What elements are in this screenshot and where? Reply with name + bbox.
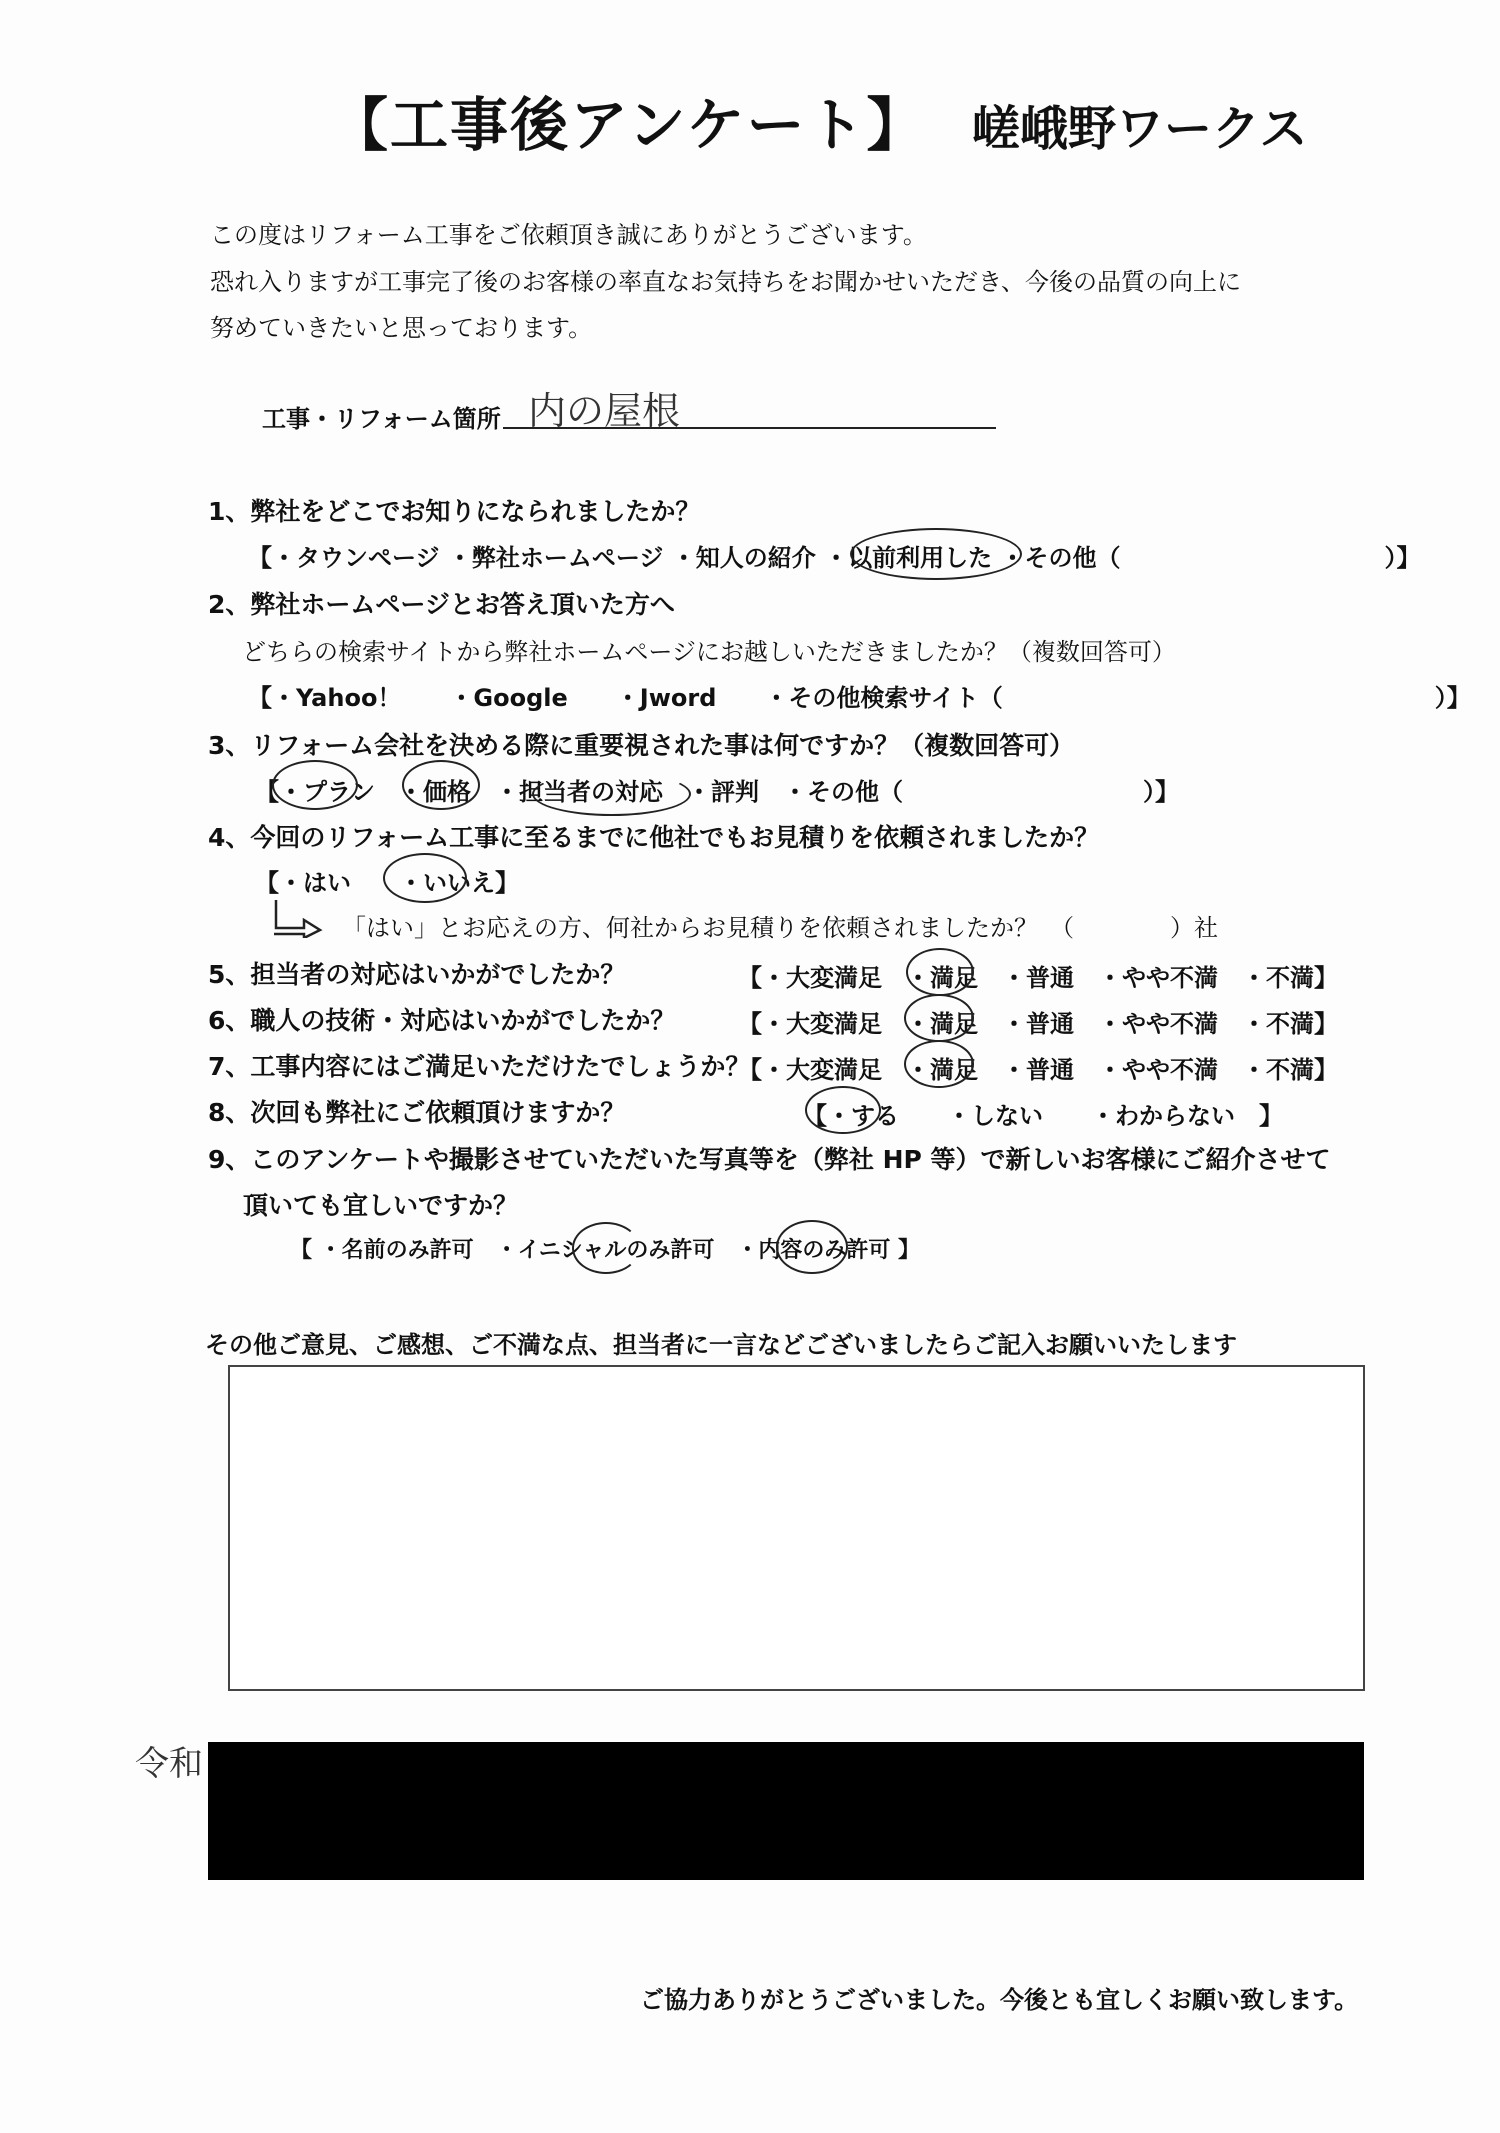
question-6-options[interactable]: 【・大変満足 ・満足 ・普通 ・やや不満 ・不満】 xyxy=(738,1010,1338,1038)
q5-selected-circle xyxy=(906,948,974,996)
comments-box[interactable] xyxy=(228,1365,1365,1691)
question-9-line-2: 頂いても宜しいですか？ xyxy=(243,1191,519,1220)
survey-title: 【工事後アンケート】 xyxy=(330,91,927,159)
question-9: 9、このアンケートや撮影させていただいた写真等を（弊社 HP 等）で新しいお客様にご紹介させて xyxy=(208,1145,1331,1174)
date-era: 令和 xyxy=(135,1744,203,1784)
q3-price-circle xyxy=(402,760,480,810)
company-name: 嵯峨野ワークス xyxy=(972,101,1308,157)
q9-selected-circle xyxy=(776,1220,848,1274)
question-6: 6、職人の技術・対応はいかがでしたか？ xyxy=(208,1006,676,1035)
intro-line-3: 努めていきたいと思っております。 xyxy=(210,314,593,342)
question-3: 3、リフォーム会社を決める際に重要視された事は何ですか？（複数回答可） xyxy=(208,731,1075,760)
question-5: 5、担当者の対応はいかがでしたか？ xyxy=(208,960,626,989)
question-9-options[interactable]: 【 ・名前のみ許可 ・イニシャルのみ許可 ・内容のみ許可 】 xyxy=(290,1238,921,1263)
comments-label: その他ご意見、ご感想、ご不満な点、担当者に一言などございましたらご記入お願いいたします xyxy=(205,1331,1237,1359)
q9-mark-1 xyxy=(572,1222,640,1274)
location-underline xyxy=(503,427,996,429)
intro-line-2: 恐れ入りますが工事完了後のお客様の率直なお気持ちをお聞かせいただき、今後の品質の向上に xyxy=(210,268,1242,296)
location-label: 工事・リフォーム箇所 xyxy=(262,405,501,433)
footer-thanks: ご協力ありがとうございました。今後とも宜しくお願い致します。 xyxy=(640,1986,1359,2014)
question-3-options[interactable]: 【・プラン ・価格 ・担当者の対応 ・評判 ・その他（ ）】 xyxy=(255,778,1179,806)
q3-plan-circle xyxy=(272,760,358,810)
question-4-sub[interactable]: 「はい」とお応えの方、何社からお見積りを依頼されましたか？ （ ）社 xyxy=(342,914,1218,942)
intro-line-1: この度はリフォーム工事をご依頼頂き誠にありがとうございます。 xyxy=(210,221,927,249)
location-value[interactable]: 内の屋根 xyxy=(528,389,681,433)
question-4: 4、今回のリフォーム工事に至るまでに他社でもお見積りを依頼されましたか？ xyxy=(208,823,1100,852)
q3-staff-circle xyxy=(532,772,691,816)
q1-selected-circle xyxy=(850,528,1022,580)
question-2-sub: どちらの検索サイトから弊社ホームページにお越しいただきましたか？（複数回答可） xyxy=(242,638,1176,666)
q6-selected-circle xyxy=(904,994,974,1042)
question-1: 1、弊社をどこでお知りになられましたか？ xyxy=(208,497,701,526)
q8-selected-circle xyxy=(805,1086,881,1134)
arrow-icon xyxy=(272,898,326,938)
question-7: 7、工事内容にはご満足いただけたでしょうか？ xyxy=(208,1052,751,1081)
question-8: 8、次回も弊社にご依頼頂けますか？ xyxy=(208,1098,626,1127)
q4-selected-circle xyxy=(383,853,467,903)
question-8-options[interactable]: 【・する ・しない ・わからない 】 xyxy=(803,1102,1283,1130)
question-5-options[interactable]: 【・大変満足 ・満足 ・普通 ・やや不満 ・不満】 xyxy=(738,964,1338,992)
question-2-options[interactable]: 【・Yahoo！ ・Google ・Jword ・その他検索サイト（ ）】 xyxy=(248,684,1471,712)
q7-selected-circle xyxy=(904,1040,974,1088)
question-1-options[interactable]: 【・タウンページ ・弊社ホームページ ・知人の紹介 ・以前利用した ・その他（ ）】 xyxy=(248,544,1421,572)
question-7-options[interactable]: 【・大変満足 ・満足 ・普通 ・やや不満 ・不満】 xyxy=(738,1056,1338,1084)
redacted-block xyxy=(208,1742,1364,1880)
question-4-options[interactable]: 【・はい ・いいえ】 xyxy=(255,869,519,897)
question-2: 2、弊社ホームページとお答え頂いた方へ xyxy=(208,590,675,619)
